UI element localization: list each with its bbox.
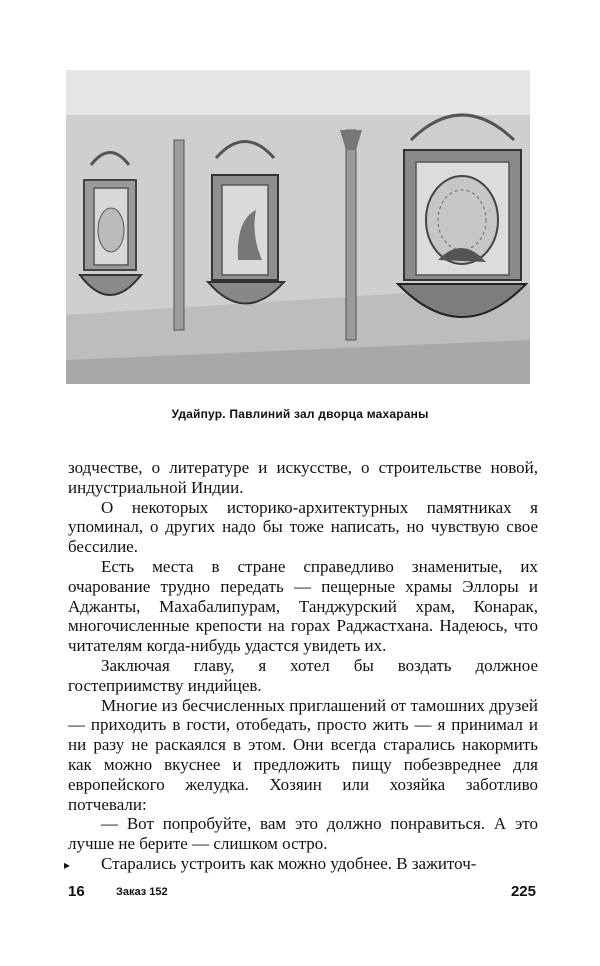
page-number: 225 (510, 883, 536, 900)
paragraph: Есть места в стране справедливо знаменитые, их очарование трудно передать — пещерные храмы Эллоры и Аджанты, Махабалипурам, Танджурский храм, Конарак, многочисленные крепости на горах Раджастхана. Надеюсь, что читателям когда-нибудь удастся увидеть их. (68, 556, 538, 656)
dialogue-line: — Вот попробуйте, вам это должно понравиться. А это лучше не берите — слишком остро. (68, 814, 538, 854)
paragraph: Заключая главу, я хотел бы воздать должное гостеприимству индийцев. (68, 655, 538, 695)
margin-mark-icon: ▸ (64, 858, 71, 872)
paragraph: Многие из бесчисленных приглашений от тамошних друзей — приходить в гости, отобедать, просто жить — я принимал и ни разу не раскаялся в этом. Они всегда старались накормить как можно вкуснее и предложить пищу побезвреднее для европейского желудка. Хозяин или хозяйка заботливо потчевали: (68, 695, 538, 814)
paragraph: Старались устроить как можно удобнее. В зажиточ- (101, 853, 477, 873)
printing-order: Заказ 152 (116, 886, 168, 898)
photo-illustration (66, 70, 530, 384)
paragraph: О некоторых историко-архитектурных памятниках я упоминал, о других надо бы тоже написать, но чувствую свое бессилие. (68, 497, 538, 557)
peacock-hall-photo (66, 70, 530, 384)
paragraph: зодчестве, о литературе и искусстве, о строительстве новой, индустриальной Индии. (68, 458, 538, 497)
body-text (68, 458, 538, 874)
signature-number: 16 (68, 883, 85, 900)
figure-caption: Удайпур. Павлиний зал дворца махараны (171, 407, 429, 421)
